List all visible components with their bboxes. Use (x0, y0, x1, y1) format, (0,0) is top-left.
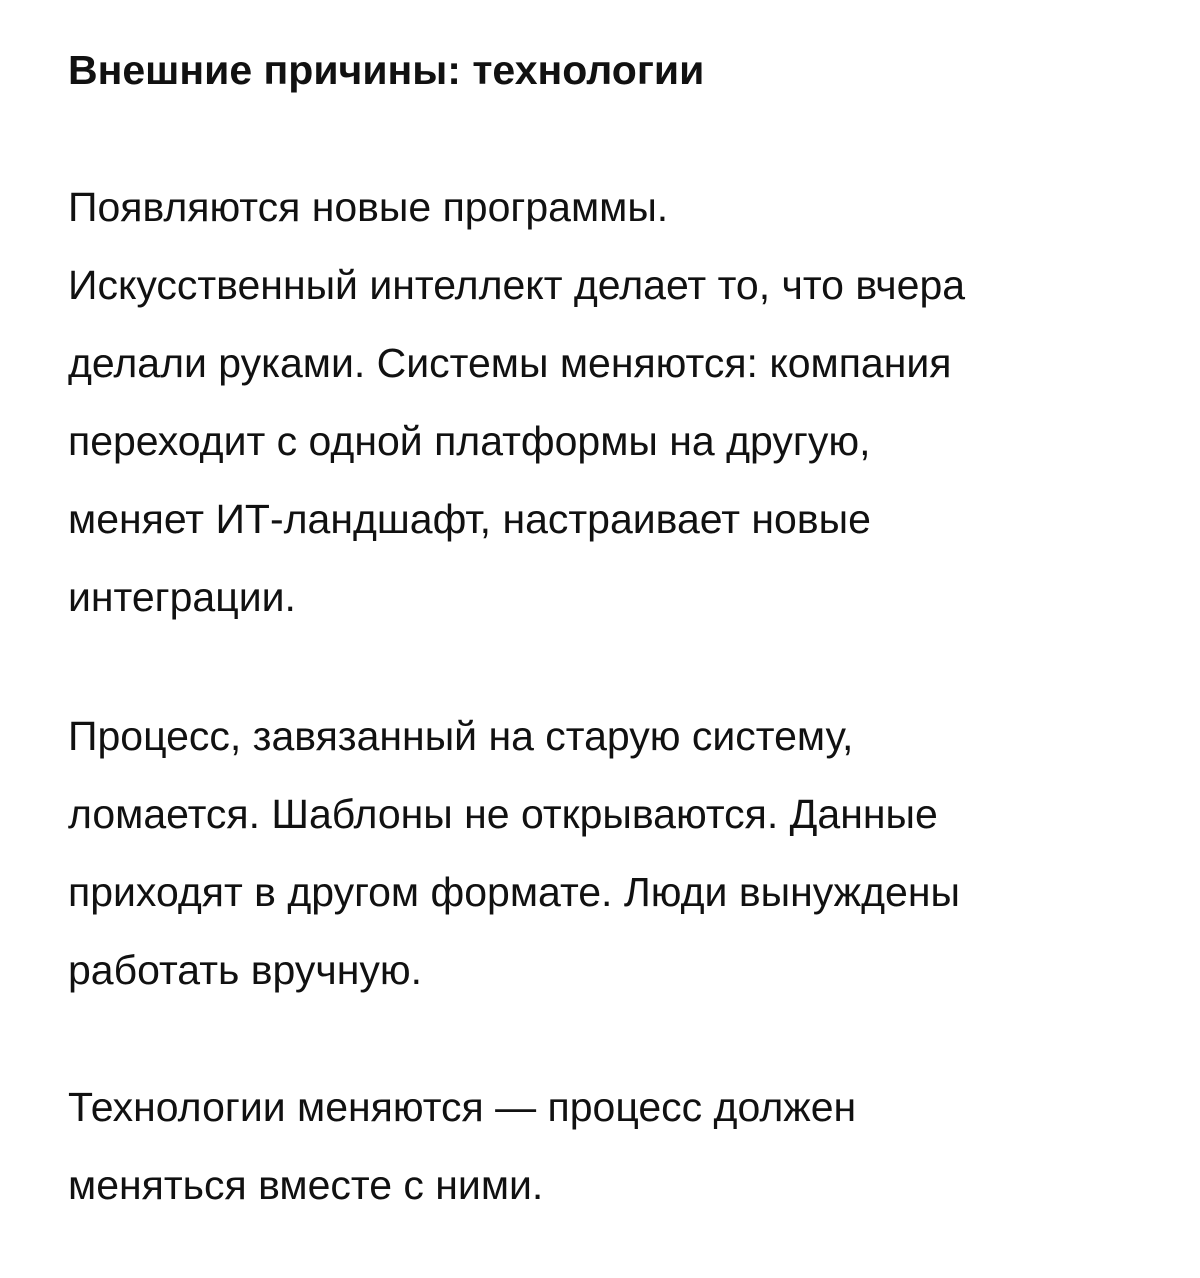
text-line: переходит с одной платформы на другую, (68, 418, 871, 464)
text-line: Технологии меняются — процесс должен (68, 1084, 857, 1130)
text-line: меняет ИТ-ландшафт, настраивает новые (68, 496, 871, 542)
section-heading: Внешние причины: технологии (68, 47, 705, 93)
text-line: Появляются новые программы. (68, 184, 669, 230)
text-line: приходят в другом формате. Люди вынуждены (68, 869, 960, 915)
text-line: меняться вместе с ними. (68, 1162, 544, 1208)
text-line: работать вручную. (68, 947, 423, 993)
text-line: ломается. Шаблоны не открываются. Данные (68, 791, 938, 837)
paragraph-conclusion (68, 1068, 856, 1224)
text-line: делали руками. Системы меняются: компания (68, 340, 952, 386)
text-line: интеграции. (68, 574, 296, 620)
text-line: Процесс, завязанный на старую систему, (68, 713, 854, 759)
paragraph-technology-changes (68, 168, 965, 636)
text-line: Искусственный интеллект делает то, что вчера (68, 262, 966, 308)
paragraph-process-breaks (68, 697, 960, 1009)
